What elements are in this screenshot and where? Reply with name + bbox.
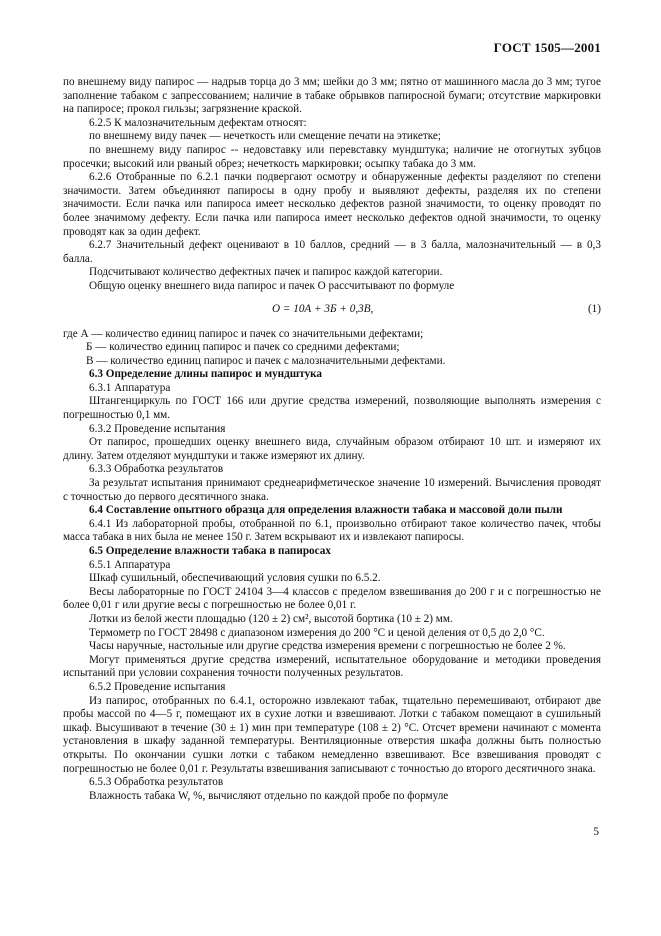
clause-6-2-6: 6.2.6 Отобранные по 6.2.1 пачки подвергают осмотру и обнаруженные дефекты разделяют по степени значимости. Затем объединяют папиросы в одну пробу и выявляют дефекты, разделяя их по степени значимости. Если пачка или папироса имеет несколько дефектов разной значимости, то оценку проводят по более значимому дефекту. Если пачка или папироса имеет несколько дефектов одной значимости, то оценку проводят как за один дефект. <box>63 171 601 238</box>
clause-6-3-1: 6.3.1 Аппаратура <box>89 381 171 394</box>
formula-legend <box>63 328 601 369</box>
paragraph: Влажность табака W, %, вычисляют отдельно по каждой пробе по формуле <box>89 789 449 802</box>
clause-6-3-3: 6.3.3 Обработка результатов <box>89 463 224 476</box>
paragraph: Общую оценку внешнего вида папирос и пачек О рассчитывают по формуле <box>89 279 455 292</box>
document-header: ГОСТ 1505—2001 <box>493 40 601 55</box>
paragraph: Шкаф сушильный, обеспечивающий условия сушки по 6.5.2. <box>89 572 381 585</box>
clause-6-2-7: 6.2.7 Значительный дефект оценивают в 10 баллов, средний — в 3 балла, малозначительный — в 0,3 балла. <box>63 239 601 265</box>
paragraph: Из папирос, отобранных по 6.4.1, осторожно извлекают табак, тщательно перемешивают, отбирают две пробы массой по 4—5 г, помещают их в сухие лотки и взвешивают. Лотки с табаком помещают в сушильный шкаф. Высушивают в течение (30 ± 1) мин при температуре (108 ± 2) °С. Отсчет времени начинают с момента установления в шкафу заданной температуры. Вентиляционные отверстия шкафа должны быть полностью открыты. По окончании сушки лотки с табаком немедленно взвешивают. Все взвешивания проводят с погрешностью не более 0,01 г. Результаты взвешивания записывают с точностью до второго десятичного знака. <box>63 694 601 775</box>
paragraph: по внешнему виду папирос -- недовставку или перевставку мундштука; наличие не отогнутых зубцов просечки; высокий или рваный обрез; нечеткость маркировки; осыпку табака до 3 мм. <box>63 143 601 170</box>
legend-item: где А — количество единиц папирос и пачек со значительными дефектами; <box>63 327 424 340</box>
formula-1 <box>63 303 601 317</box>
paragraph: Термометр по ГОСТ 28498 с диапазоном измерения до 200 °С и ценой деления от 0,5 до 2,0 °С. <box>89 626 545 639</box>
clause-6-3-2: 6.3.2 Проведение испытания <box>89 422 226 435</box>
paragraph: по внешнему виду папирос — надрыв торца до 3 мм; шейки до 3 мм; пятно от машинного масла до 3 мм; тугое заполнение табаком с запрессованием; наличие в табаке обрывков папиросной бумаги; отсутствие маркировки на папиросе; прокол гильзы; загрязнение краской. <box>63 76 601 116</box>
section-heading-6-4: 6.4 Составление опытного образца для определения влажности табака и массовой доли пыли <box>89 504 563 517</box>
formula-expression: О = 10А + 3Б + 0,3В, <box>272 302 374 315</box>
paragraph: Весы лабораторные по ГОСТ 24104 3—4 классов с пределом взвешивания до 200 г и с погрешностью не более 0,01 г или другие весы с погрешностью не более 0,01 г. <box>63 585 601 612</box>
clause-6-4-1: 6.4.1 Из лабораторной пробы, отобранной по 6.1, произвольно отбирают такое количество пачек, чтобы масса табака в них была не менее 150 г. Затем вскрывают их и извлекают папиросы. <box>63 517 601 544</box>
paragraph: Штангенциркуль по ГОСТ 166 или другие средства измерений, позволяющие выполнять измерения с погрешностью 0,1 мм. <box>63 395 601 422</box>
page-number: 5 <box>593 826 599 838</box>
paragraph: Лотки из белой жести площадью (120 ± 2) см², высотой бортика (10 ± 2) мм. <box>89 612 453 625</box>
paragraph: Часы наручные, настольные или другие средства измерения времени с погрешностью не более 2 %. <box>89 640 566 653</box>
paragraph: по внешнему виду пачек — нечеткость или смещение печати на этикетке; <box>89 130 441 143</box>
section-heading-6-3: 6.3 Определение длины папирос и мундштука <box>89 368 323 381</box>
paragraph: За результат испытания принимают среднеарифметическое значение 10 измерений. Вычисления проводят с точностью до первого десятичного знака. <box>63 477 601 503</box>
clause-6-2-5: 6.2.5 К малозначительным дефектам относят: <box>89 116 307 129</box>
document-body <box>63 76 601 803</box>
paragraph: Подсчитывают количество дефектных пачек и папирос каждой категории. <box>89 266 443 279</box>
paragraph: Могут применяться другие средства измерений, испытательное оборудование и методики проведения испытаний при условии сохранения точности полученных результатов. <box>63 653 601 680</box>
legend-item: Б — количество единиц папирос и пачек со средними дефектами; <box>86 341 400 354</box>
formula-number: (1) <box>587 302 601 315</box>
legend-item: В — количество единиц папирос и пачек с малозначительными дефектами. <box>86 354 446 367</box>
paragraph: От папирос, прошедших оценку внешнего вида, случайным образом отбирают 10 шт. и измеряют их длину. Затем отделяют мундштуки и также измеряют их длину. <box>63 436 601 462</box>
section-heading-6-5: 6.5 Определение влажности табака в папиросах <box>89 545 331 557</box>
clause-6-5-1: 6.5.1 Аппаратура <box>89 558 171 571</box>
clause-6-5-3: 6.5.3 Обработка результатов <box>89 776 224 789</box>
clause-6-5-2: 6.5.2 Проведение испытания <box>89 680 226 693</box>
